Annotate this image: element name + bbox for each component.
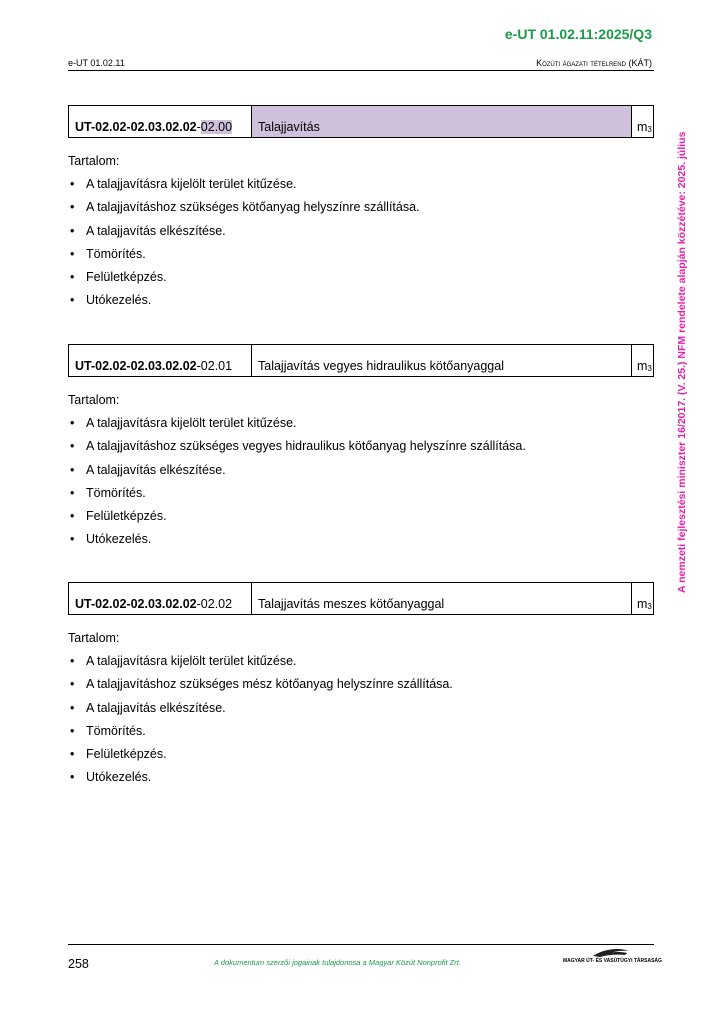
list-item: • Felületképzés. [68,746,453,769]
content-label: Tartalom: [68,393,120,407]
item-code-suffix: 02.02 [200,597,233,611]
item-unit-base: m [637,597,648,611]
footer-divider [68,944,654,945]
item-code-suffix: 02.00 [200,120,233,134]
list-item: • A talajjavításhoz szükséges mész kötőanyag helyszínre szállítása. [68,676,453,699]
item-unit-exponent: 3 [647,364,652,373]
list-item: • Felületképzés. [68,508,526,531]
item-code-separator: - [196,597,201,611]
list-item: • A talajjavítás elkészítése. [68,700,453,723]
item-content [68,393,526,555]
header-right-title [536,58,652,68]
item-name: Talajjavítás meszes kötőanyaggal [252,583,632,614]
item-code-separator: - [196,359,201,373]
item-header-table [68,344,654,377]
header-title-text: Közúti ágazati tételrend [536,58,626,68]
item-header-table [68,582,654,615]
item-code-base: UT-02.02-02.03.02.02 [75,597,197,611]
list-item: • Tömörítés. [68,485,526,508]
content-list [68,415,526,555]
document-code: e-UT 01.02.11:2025/Q3 [504,26,652,42]
item-content [68,631,453,793]
item-code [69,583,252,614]
item-unit-exponent: 3 [647,602,652,611]
content-list [68,653,453,793]
item-code-separator: - [196,120,201,134]
content-list [68,176,420,316]
list-item: • Tömörítés. [68,246,420,269]
item-unit [632,583,653,614]
item-unit-exponent: 3 [647,125,652,134]
list-item: • Utókezelés. [68,531,526,554]
list-item: • A talajjavítás elkészítése. [68,223,420,246]
list-item: • Tömörítés. [68,723,453,746]
item-unit-base: m [637,359,648,373]
header-left-code: e-UT 01.02.11 [68,58,125,68]
item-code [69,345,252,376]
item-code [69,106,252,137]
item-content [68,154,420,316]
logo-caption: MAGYAR ÚT- ÉS VASÚTÜGYI TÁRSASÁG [563,958,662,964]
content-label: Tartalom: [68,154,120,168]
item-header-table [68,105,654,138]
item-name: Talajjavítás vegyes hidraulikus kötőanyaggal [252,345,632,376]
list-item: • A talajjavításra kijelölt terület kitűzése. [68,415,526,438]
item-unit [632,345,653,376]
list-item: • A talajjavításra kijelölt terület kitűzése. [68,653,453,676]
list-item: • A talajjavításhoz szükséges kötőanyag helyszínre szállítása. [68,199,420,222]
item-unit-base: m [637,120,648,134]
list-item: • A talajjavításhoz szükséges vegyes hidraulikus kötőanyag helyszínre szállítása. [68,438,526,461]
list-item: • Utókezelés. [68,769,453,792]
copyright-notice: A dokumentum szerzői jogainak tulajdonosa a Magyar Közút Nonprofit Zrt. [214,958,461,967]
content-label: Tartalom: [68,631,120,645]
item-code-base: UT-02.02-02.03.02.02 [75,359,197,373]
item-code-suffix: 02.01 [200,359,233,373]
item-name: Talajjavítás [252,106,632,137]
list-item: • A talajjavításra kijelölt terület kitűzése. [68,176,420,199]
list-item: • A talajjavítás elkészítése. [68,462,526,485]
item-code-base: UT-02.02-02.03.02.02 [75,120,197,134]
page-number: 258 [68,957,89,971]
header-title-abbr: (KÁT) [628,58,652,68]
item-unit [632,106,653,137]
list-item: • Felületképzés. [68,269,420,292]
header-divider [68,70,654,71]
list-item: • Utókezelés. [68,292,420,315]
side-publication-note: A nemzeti fejlesztési miniszter 16/2017. (V. 25.) NFM rendelete alapján közzétéve: 2025. július [676,131,688,593]
